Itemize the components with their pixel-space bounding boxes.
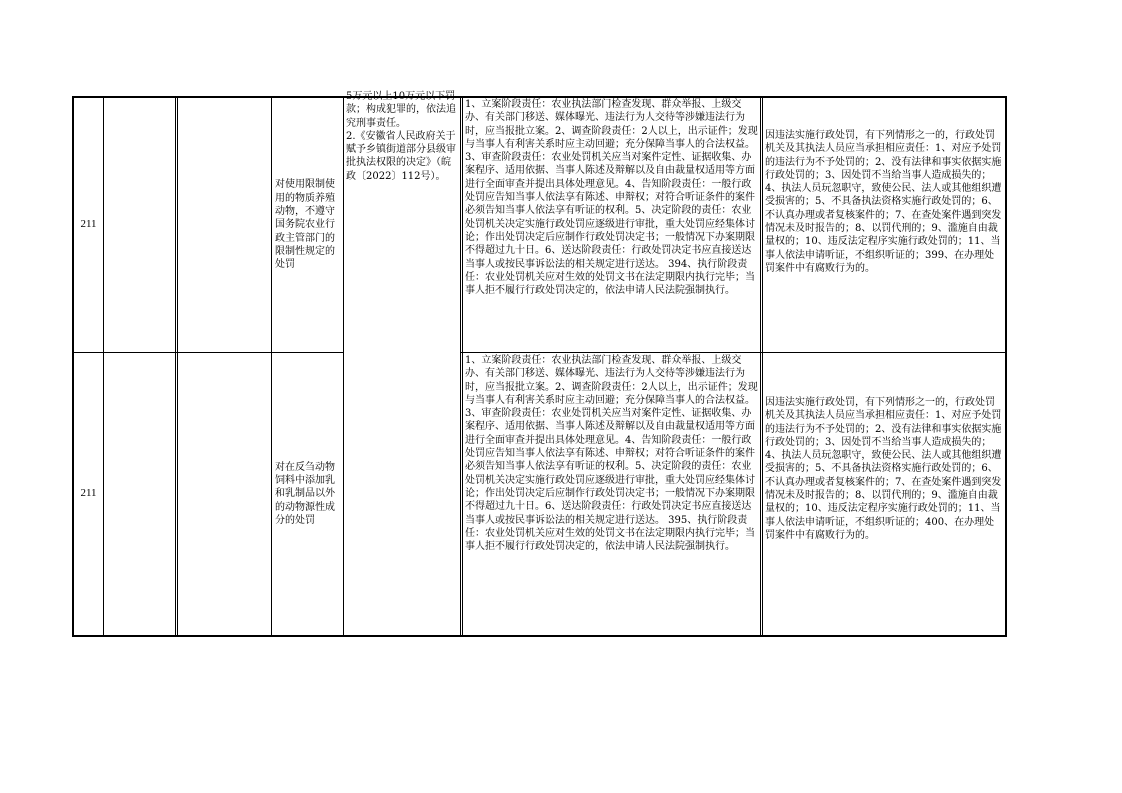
legal-basis: [346, 353, 458, 635]
penalty-item: [275, 98, 341, 352]
row-number: 211: [80, 487, 97, 500]
accountability-text: 因违法实施行政处罚，有下列情形之一的，行政处罚机关及其执法人员应当承担相应责任：1、对应予处罚的违法行为不予处罚的；2、没有法律和事实依据实施行政处罚的；3、因处罚不当给当事人造成损失的； 4、执法人员玩忽职守，致使公民、法人或其他组织遭受损害的；5、不具备执法资格实施行政处罚的；6、不认真办理或者复核案件的；7、在查处案件遇到突发情况未及时报告的；8、以罚代刑的；9、滥施自由裁量权的；10、违反法定程序实施行政处罚的；11、当事人依法申请听证，不组织听证的；400、在办理处罚案件中有腐败行为的。: [765, 397, 1002, 541]
accountability-text: 因违法实施行政处罚，有下列情形之一的，行政处罚机关及其执法人员应当承担相应责任：1、对应予处罚的违法行为不予处罚的；2、没有法律和事实依据实施行政处罚的；3、因处罚不当给当事人造成损失的； 4、执法人员玩忽职守，致使公民、法人或其他组织遭受损害的；5、不具备执法资格实施行政处罚的；6、不认真办理或者复核案件的；7、在查处案件遇到突发情况未及时报告的；8、以罚代刑的；9、滥施自由裁量权的；10、违反法定程序实施行政处罚的；11、当事人依法申请听证，不组织听证的；399、在办理处罚案件中有腐败行为的。: [765, 130, 1002, 274]
penalty-item-text: 对使用限制使用的物质养殖动物，不遵守国务院农业行政主管部门的限制性规定的处罚: [275, 179, 335, 271]
legal-basis: 5万元以上10万元以下罚款；构成犯罪的，依法追究刑事责任。 2.《安徽省人民政府关于赋予乡镇街道部分县级审批执法权限的决定》（皖政〔2022〕112号）。: [346, 91, 456, 182]
penalty-item: [275, 353, 341, 635]
penalty-item-text: 对在反刍动物饲料中添加乳和乳制品以外的动物源性成分的处罚: [275, 461, 335, 526]
responsibility-text: 1、立案阶段责任：农业执法部门检查发现、群众举报、上级交办、有关部门移送、媒体曝光、违法行为人交待等涉嫌违法行为时，应当报批立案。2、调查阶段责任：2人以上，出示证件；发现与当事人有利害关系时应主动回避；充分保障当事人的合法权益。3、审查阶段责任：农业处罚机关应当对案件定性、证据收集、办案程序、适用依据、当事人陈述及辩解以及自由裁量权适用等方面进行全面审查并提出具体处理意见。4、告知阶段责任：一般行政处罚应告知当事人依法享有陈述、申辩权；对符合听证条件的案件必须告知当事人依法享有听证的权利。5、决定阶段的责任：农业处罚机关决定实施行政处罚应逐级进行审批，重大处罚应经集体讨论；作出处罚决定后应制作行政处罚决定书；一般情况下办案期限不得超过九十日。6、送达阶段责任：行政处罚决定书应直接送达当事人或按民事诉讼法的相关规定进行送达。 394、执行阶段责任：农业处罚机关应对生效的处罚文书在法定期限内执行完毕；当事人拒不履行行政处罚决定的，依法申请人民法院强制执行。: [465, 99, 758, 297]
responsibility-text: 1、立案阶段责任：农业执法部门检查发现、群众举报、上级交办、有关部门移送、媒体曝光、违法行为人交待等涉嫌违法行为时，应当报批立案。2、调查阶段责任：2人以上，出示证件；发现与当事人有利害关系时应主动回避；充分保障当事人的合法权益。3、审查阶段责任：农业处罚机关应当对案件定性、证据收集、办案程序、适用依据、当事人陈述及辩解以及自由裁量权适用等方面进行全面审查并提出具体处理意见。4、告知阶段责任：一般行政处罚应告知当事人依法享有陈述、申辩权；对符合听证条件的案件必须告知当事人依法享有听证的权利。5、决定阶段的责任：农业处罚机关决定实施行政处罚应逐级进行审批，重大处罚应经集体讨论；作出处罚决定后应制作行政处罚决定书；一般情况下办案期限不得超过九十日。6、送达阶段责任：行政处罚决定书应直接送达当事人或按民事诉讼法的相关规定进行送达。 395、执行阶段责任：农业处罚机关应对生效的处罚文书在法定期限内执行完毕；当事人拒不履行行政处罚决定的，依法申请人民法院强制执行。: [465, 355, 758, 553]
row-number: 211: [80, 218, 97, 231]
penalty-table: [72, 91, 1007, 637]
